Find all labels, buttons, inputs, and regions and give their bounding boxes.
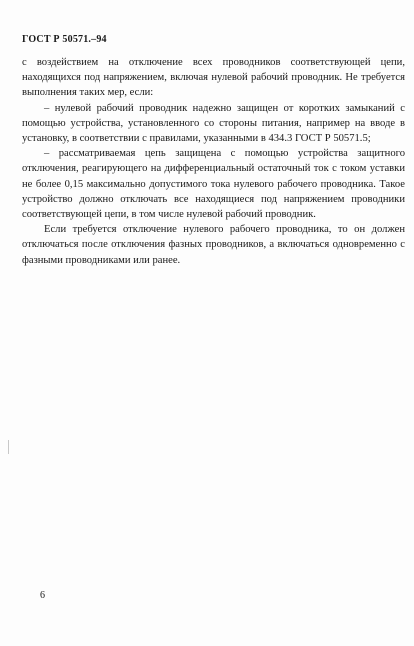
paragraph-1: с воздействием на отключение всех проводников соответствующей цепи, находящихся под напряжением, включая нулевой рабочий проводник. Не требуется выполнения таких мер, если:: [22, 57, 405, 99]
paragraph-4: Если требуется отключение нулевого рабочего проводника, то он должен отключаться после отключения фазных проводников, а включаться одновременно с фазными проводниками или ранее.: [22, 224, 405, 266]
document-header: ГОСТ Р 50571.–94: [22, 34, 107, 45]
document-body: [22, 55, 405, 268]
page-number: 6: [40, 590, 45, 601]
paragraph-2: – нулевой рабочий проводник надежно защищен от коротких замыканий с помощью устройства, установленного со стороны питания, например на вводе в установку, в соответствии с правилами, указанными в 434.3 ГОСТ Р 50571.5;: [22, 102, 405, 145]
scan-artifact: [8, 440, 9, 454]
paragraph-3: – рассматриваемая цепь защищена с помощью устройства защитного отключения, реагирующего на дифференциальный остаточный ток с током уставки не более 0,15 максимально допустимого тока нулевого рабочего проводника. Такое устройство должно отключать все находящиеся под напряжением проводники соответствующей цепи, в том числе нулевой рабочий проводник.: [22, 148, 405, 221]
